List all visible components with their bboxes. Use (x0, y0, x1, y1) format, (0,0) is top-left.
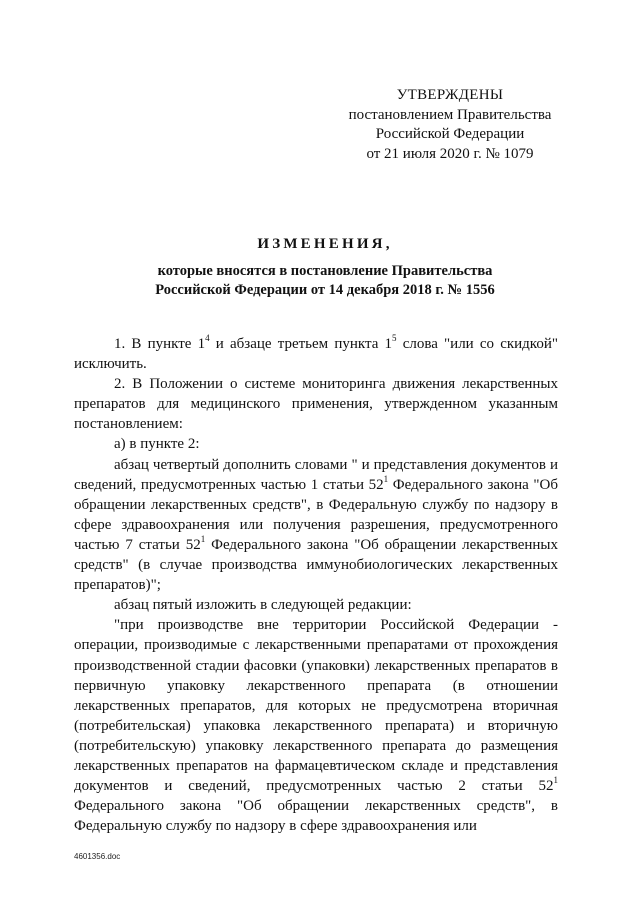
approval-heading: УТВЕРЖДЕНЫ (396, 87, 504, 103)
document-title: ИЗМЕНЕНИЯ, (257, 236, 393, 252)
subtitle-line-1: которые вносятся в постановление Правительства (157, 263, 493, 279)
approval-block (330, 86, 570, 164)
paragraph-1: 1. В пункте $1^4$ и абзаце третьем пункта $1^5$ слова "или со скидкой" исключить. (74, 333, 558, 373)
approval-line-resolution: постановлением Правительства (348, 106, 552, 123)
subtitle-line-2: Российской Федерации от 14 декабря 2018 г. № 1556 (155, 282, 495, 298)
paragraph-5: абзац пятый изложить в следующей редакции: (114, 597, 412, 614)
paragraph-2: 2. В Положении о системе мониторинга движения лекарственных препаратов для медицинского применения, утвержденном указанным постановлением: (74, 376, 558, 433)
approval-line-date-number: от 21 июля 2020 г. № 1079 (366, 145, 534, 162)
paragraph-3: а) в пункте 2: (114, 436, 200, 453)
approval-line-country: Российской Федерации (375, 126, 525, 142)
paragraph-6: "при производстве вне территории Российской Федерации - операции, производимые с лекарственными препаратами от прохождения производственной стадии фасовки (упаковки) лекарственных препаратов в первичную упаковку лекарственного препарата (в отношении лекарственных препаратов, для которых не предусмотрена вторичная (потребительская) упаковка лекарственного препарата) и вторичную (потребительскую) упаковку лекарственного препарата до размещения лекарственных препаратов на фармацевтическом складе и представления документов и сведений, предусмотренных частью 2 статьи $52^1$ Федерального закона "Об обращении лекарственных средств", в Федеральную службу по надзору в сфере здравоохранения или (74, 617, 558, 835)
footer-filename: 4601356.doc (74, 852, 121, 861)
paragraph-4: абзац четвертый дополнить словами " и представления документов и сведений, предусмотренных частью 1 статьи $52^1$ Федерального закона "Об обращении лекарственных средств", в Федеральную службу по надзору в сфере здравоохранения или получения разрешения, предусмотренного частью 7 статьи $52^1$ Федерального закона "Об обращении лекарственных средств" (в случае производства иммунобиологических лекарственных препаратов)"; (74, 456, 558, 594)
document-body (74, 334, 558, 836)
document-subtitle (80, 262, 570, 300)
